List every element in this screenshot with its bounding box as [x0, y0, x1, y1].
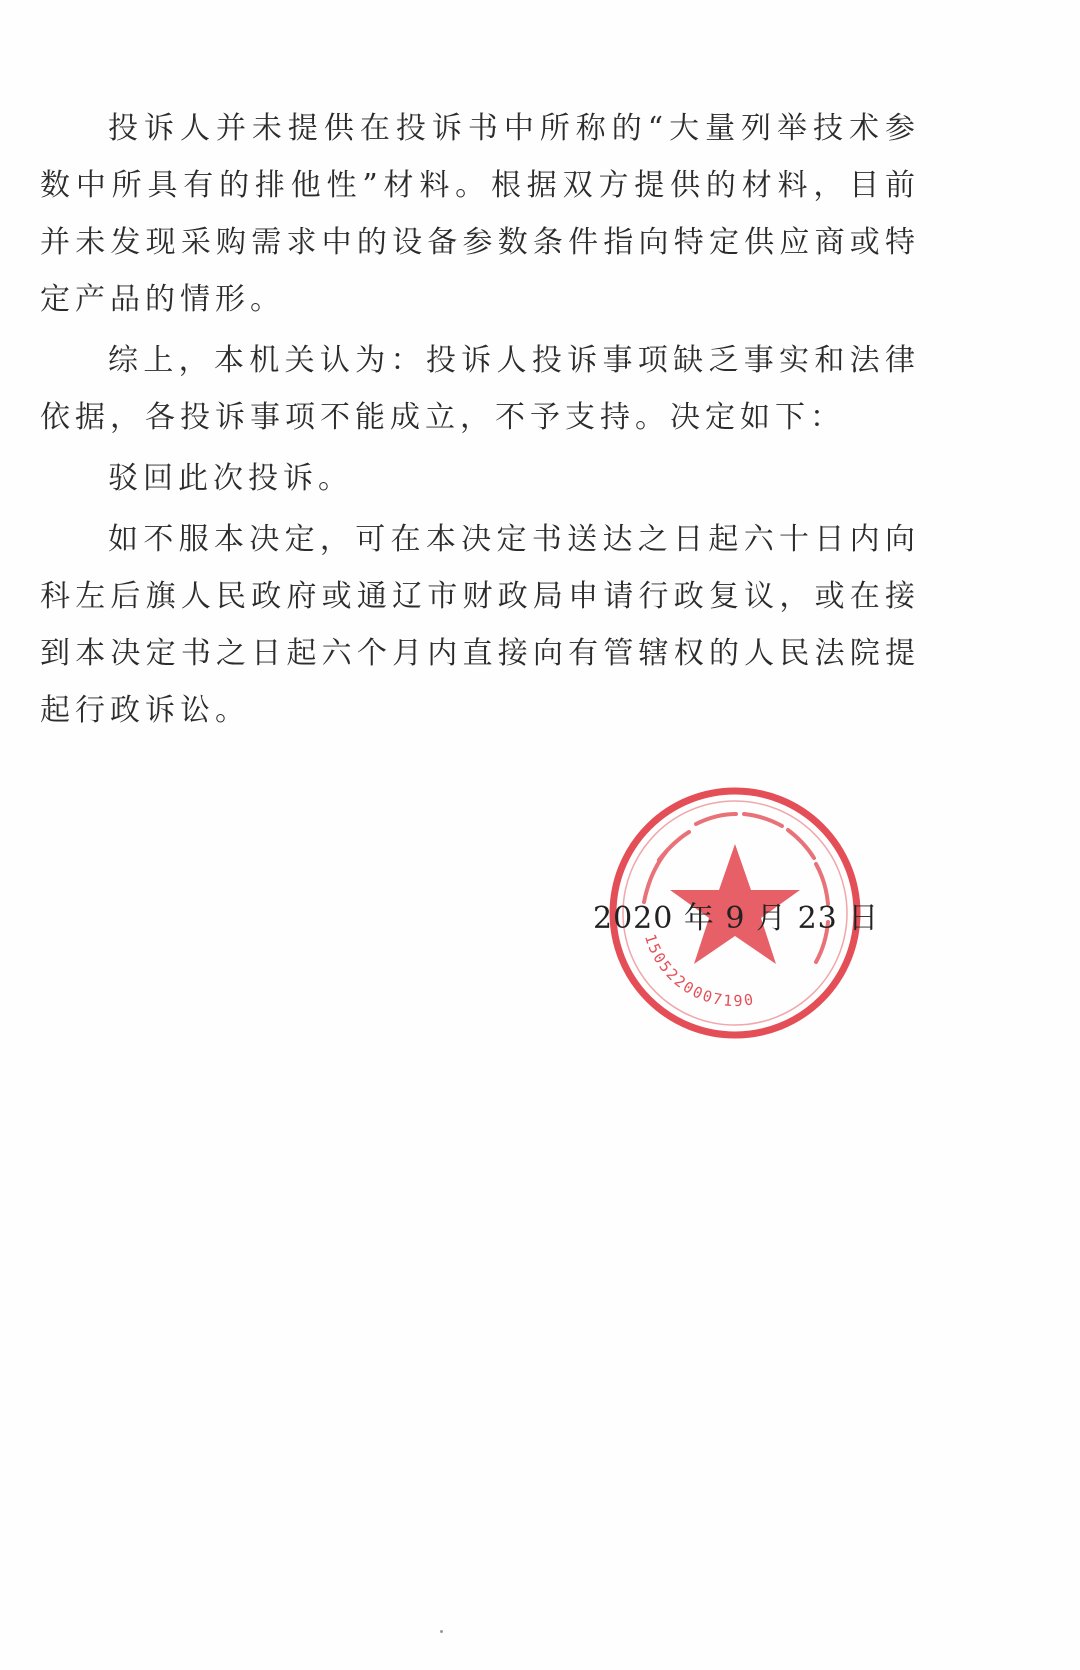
- document-body: [40, 100, 920, 739]
- paragraph-conclusion: 综上，本机关认为：投诉人投诉事项缺乏事实和法律依据，各投诉事项不能成立，不予支持。决定如下：: [40, 343, 920, 435]
- scan-speck: [440, 1630, 443, 1633]
- paragraph-evidence: 投诉人并未提供在投诉书中所称的“大量列举技术参数中所具有的排他性”材料。根据双方提供的材料，目前并未发现采购需求中的设备参数条件指向特定供应商或特定产品的情形。: [40, 111, 920, 317]
- paragraph-decision: 驳回此次投诉。: [108, 461, 353, 496]
- paragraph-appeal-rights: 如不服本决定，可在本决定书送达之日起六十日内向科左后旗人民政府或通辽市财政局申请行政复议，或在接到本决定书之日起六个月内直接向有管辖权的人民法院提起行政诉讼。: [40, 522, 920, 728]
- document-date: 2020 年 9 月 23 日: [593, 901, 880, 936]
- seal-number-text: 1505220007190: [640, 931, 757, 1011]
